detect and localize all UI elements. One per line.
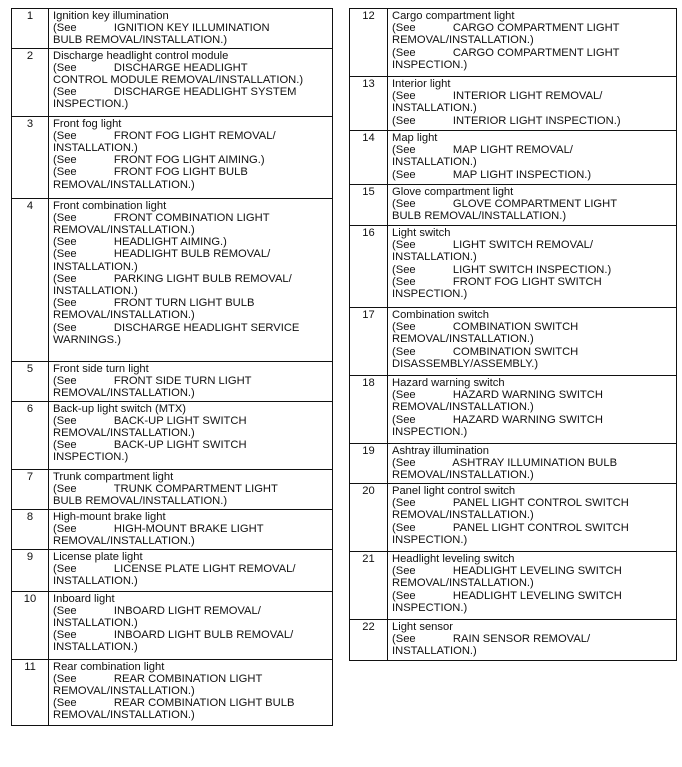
procedure-reference: (See PARKING LIGHT BULB REMOVAL/ INSTALLATION.) [53,272,292,298]
component-name: Front fog light [53,117,122,130]
table-row [350,484,677,552]
item-description [388,444,677,484]
table-row [350,77,677,131]
item-description [49,659,333,725]
procedure-reference: (See FRONT FOG LIGHT BULB REMOVAL/INSTALLATION.) [53,166,248,191]
table-row [350,552,677,620]
table-row [12,659,333,725]
component-name: Headlight leveling switch [392,553,515,565]
procedure-reference: (See GLOVE COMPARTMENT LIGHT BULB REMOVAL/INSTALLATION.) [392,198,618,223]
procedure-reference: (See HAZARD WARNING SWITCH REMOVAL/INSTALLATION.) [392,389,603,414]
table-row [350,444,677,484]
item-description [388,185,677,226]
component-name: Light sensor [392,621,453,633]
table-row [12,469,333,509]
item-number: 1 [12,9,49,49]
item-description [388,77,677,131]
procedure-reference: (See DISCHARGE HEADLIGHT CONTROL MODULE REMOVAL/INSTALLATION.) [53,61,304,87]
procedure-reference: (See HEADLIGHT LEVELING SWITCH INSPECTION.) [392,589,622,614]
procedure-reference: (See CARGO COMPARTMENT LIGHT INSPECTION.) [392,46,620,71]
item-description [388,9,677,77]
item-number: 13 [350,77,388,131]
component-name: Back-up light switch (MTX) [53,402,187,415]
component-name: Ashtray illumination [392,445,490,457]
procedure-reference: (See HEADLIGHT LEVELING SWITCH REMOVAL/INSTALLATION.) [392,565,622,590]
component-name: Ignition key illumination [53,10,169,22]
component-name: Light switch [392,227,451,239]
procedure-reference: (See INBOARD LIGHT REMOVAL/ INSTALLATION.) [53,604,261,630]
item-number: 17 [350,308,388,376]
item-description [388,552,677,620]
component-name: Discharge headlight control module [53,49,229,62]
component-name: Panel light control switch [392,485,516,497]
item-number: 11 [12,659,49,725]
component-name: High-mount brake light [53,510,166,523]
table-row [12,591,333,659]
procedure-reference: (See INTERIOR LIGHT REMOVAL/ INSTALLATION.) [392,90,603,115]
component-name: Combination switch [392,309,490,321]
procedure-reference: (See PANEL LIGHT CONTROL SWITCH REMOVAL/INSTALLATION.) [392,497,629,522]
item-number: 3 [12,116,49,198]
table-row [350,226,677,308]
procedure-reference: (See MAP LIGHT INSPECTION.) [392,168,592,181]
item-description [388,308,677,376]
procedure-reference: (See LICENSE PLATE LIGHT REMOVAL/ INSTALLATION.) [53,562,296,588]
item-number: 20 [350,484,388,552]
table-row [350,620,677,661]
item-number: 22 [350,620,388,661]
item-description [49,198,333,361]
component-table-left [11,8,333,726]
procedure-reference: (See CARGO COMPARTMENT LIGHT REMOVAL/INSTALLATION.) [392,22,620,47]
component-name: Cargo compartment light [392,10,515,22]
item-description [388,484,677,552]
procedure-reference: (See FRONT TURN LIGHT BULB REMOVAL/INSTALLATION.) [53,297,255,322]
procedure-reference: (See COMBINATION SWITCH DISASSEMBLY/ASSEMBLY.) [392,345,579,370]
item-description [388,620,677,661]
procedure-reference: (See FRONT SIDE TURN LIGHT REMOVAL/INSTALLATION.) [53,374,252,400]
table-row [12,198,333,361]
item-number: 5 [12,361,49,401]
procedure-reference: (See LIGHT SWITCH INSPECTION.) [392,263,612,276]
table-row [350,185,677,226]
procedure-reference: (See ASHTRAY ILLUMINATION BULB REMOVAL/INSTALLATION.) [392,457,618,482]
item-number: 9 [12,549,49,591]
table-row [12,116,333,198]
item-description [49,116,333,198]
procedure-reference: (See DISCHARGE HEADLIGHT SYSTEM INSPECTION.) [53,86,297,111]
item-description [49,48,333,116]
table-row [350,9,677,77]
component-name: Rear combination light [53,660,165,673]
table-row [350,131,677,185]
item-number: 6 [12,401,49,469]
item-number: 14 [350,131,388,185]
procedure-reference: (See LIGHT SWITCH REMOVAL/ INSTALLATION.) [392,239,593,264]
procedure-reference: (See FRONT FOG LIGHT SWITCH INSPECTION.) [392,275,602,301]
component-name: License plate light [53,550,143,563]
procedure-reference: (See BACK-UP LIGHT SWITCH REMOVAL/INSTALLATION.) [53,414,247,440]
table-row [12,401,333,469]
table-row [350,308,677,376]
component-name: Glove compartment light [392,186,514,198]
procedure-reference: (See INTERIOR LIGHT INSPECTION.) [392,114,621,127]
item-number: 19 [350,444,388,484]
item-description [49,549,333,591]
component-name: Interior light [392,78,451,90]
component-name: Trunk compartment light [53,470,174,483]
component-name: Hazard warning switch [392,377,505,389]
table-row [12,9,333,49]
procedure-reference: (See PANEL LIGHT CONTROL SWITCH INSPECTION.) [392,521,629,546]
item-description [388,131,677,185]
item-description [49,509,333,549]
procedure-reference: (See TRUNK COMPARTMENT LIGHT BULB REMOVAL/INSTALLATION.) [53,482,278,508]
item-description [49,469,333,509]
table-row [12,48,333,116]
procedure-reference: (See HAZARD WARNING SWITCH INSPECTION.) [392,413,603,438]
procedure-reference: (See MAP LIGHT REMOVAL/ INSTALLATION.) [392,144,573,169]
item-description [49,591,333,659]
table-row [350,376,677,444]
table-row [12,361,333,401]
procedure-reference: (See HIGH-MOUNT BRAKE LIGHT REMOVAL/INSTALLATION.) [53,522,264,548]
procedure-reference: (See FRONT COMBINATION LIGHT REMOVAL/INSTALLATION.) [53,211,270,237]
procedure-reference: (See REAR COMBINATION LIGHT REMOVAL/INSTALLATION.) [53,672,263,698]
procedure-reference: (See DISCHARGE HEADLIGHT SERVICE WARNINGS.) [53,321,300,346]
item-number: 10 [12,591,49,659]
component-name: Map light [392,132,438,144]
component-name: Front side turn light [53,362,149,375]
item-number: 16 [350,226,388,308]
procedure-reference: (See HEADLIGHT AIMING.) [53,236,227,249]
procedure-reference: (See FRONT FOG LIGHT REMOVAL/ INSTALLATION.) [53,129,276,155]
table-row [12,549,333,591]
procedure-reference: (See FRONT FOG LIGHT AIMING.) [53,154,265,167]
item-number: 12 [350,9,388,77]
component-name: Inboard light [53,592,115,605]
item-number: 2 [12,48,49,116]
procedure-reference: (See HEADLIGHT BULB REMOVAL/ INSTALLATION.) [53,248,271,273]
item-number: 8 [12,509,49,549]
item-number: 4 [12,198,49,361]
procedure-reference: (See IGNITION KEY ILLUMINATION BULB REMOVAL/INSTALLATION.) [53,22,270,47]
item-description [49,361,333,401]
item-number: 7 [12,469,49,509]
item-description [49,9,333,49]
item-description [388,376,677,444]
procedure-reference: (See RAIN SENSOR REMOVAL/ INSTALLATION.) [392,633,591,658]
procedure-reference: (See REAR COMBINATION LIGHT BULB REMOVAL/INSTALLATION.) [53,697,295,722]
item-description [49,401,333,469]
item-number: 18 [350,376,388,444]
procedure-reference: (See COMBINATION SWITCH REMOVAL/INSTALLATION.) [392,321,579,346]
procedure-reference: (See INBOARD LIGHT BULB REMOVAL/ INSTALLATION.) [53,629,294,654]
component-table-right [349,8,677,661]
item-number: 15 [350,185,388,226]
item-description [388,226,677,308]
component-name: Front combination light [53,199,167,212]
table-row [12,509,333,549]
item-number: 21 [350,552,388,620]
procedure-reference: (See BACK-UP LIGHT SWITCH INSPECTION.) [53,439,247,464]
